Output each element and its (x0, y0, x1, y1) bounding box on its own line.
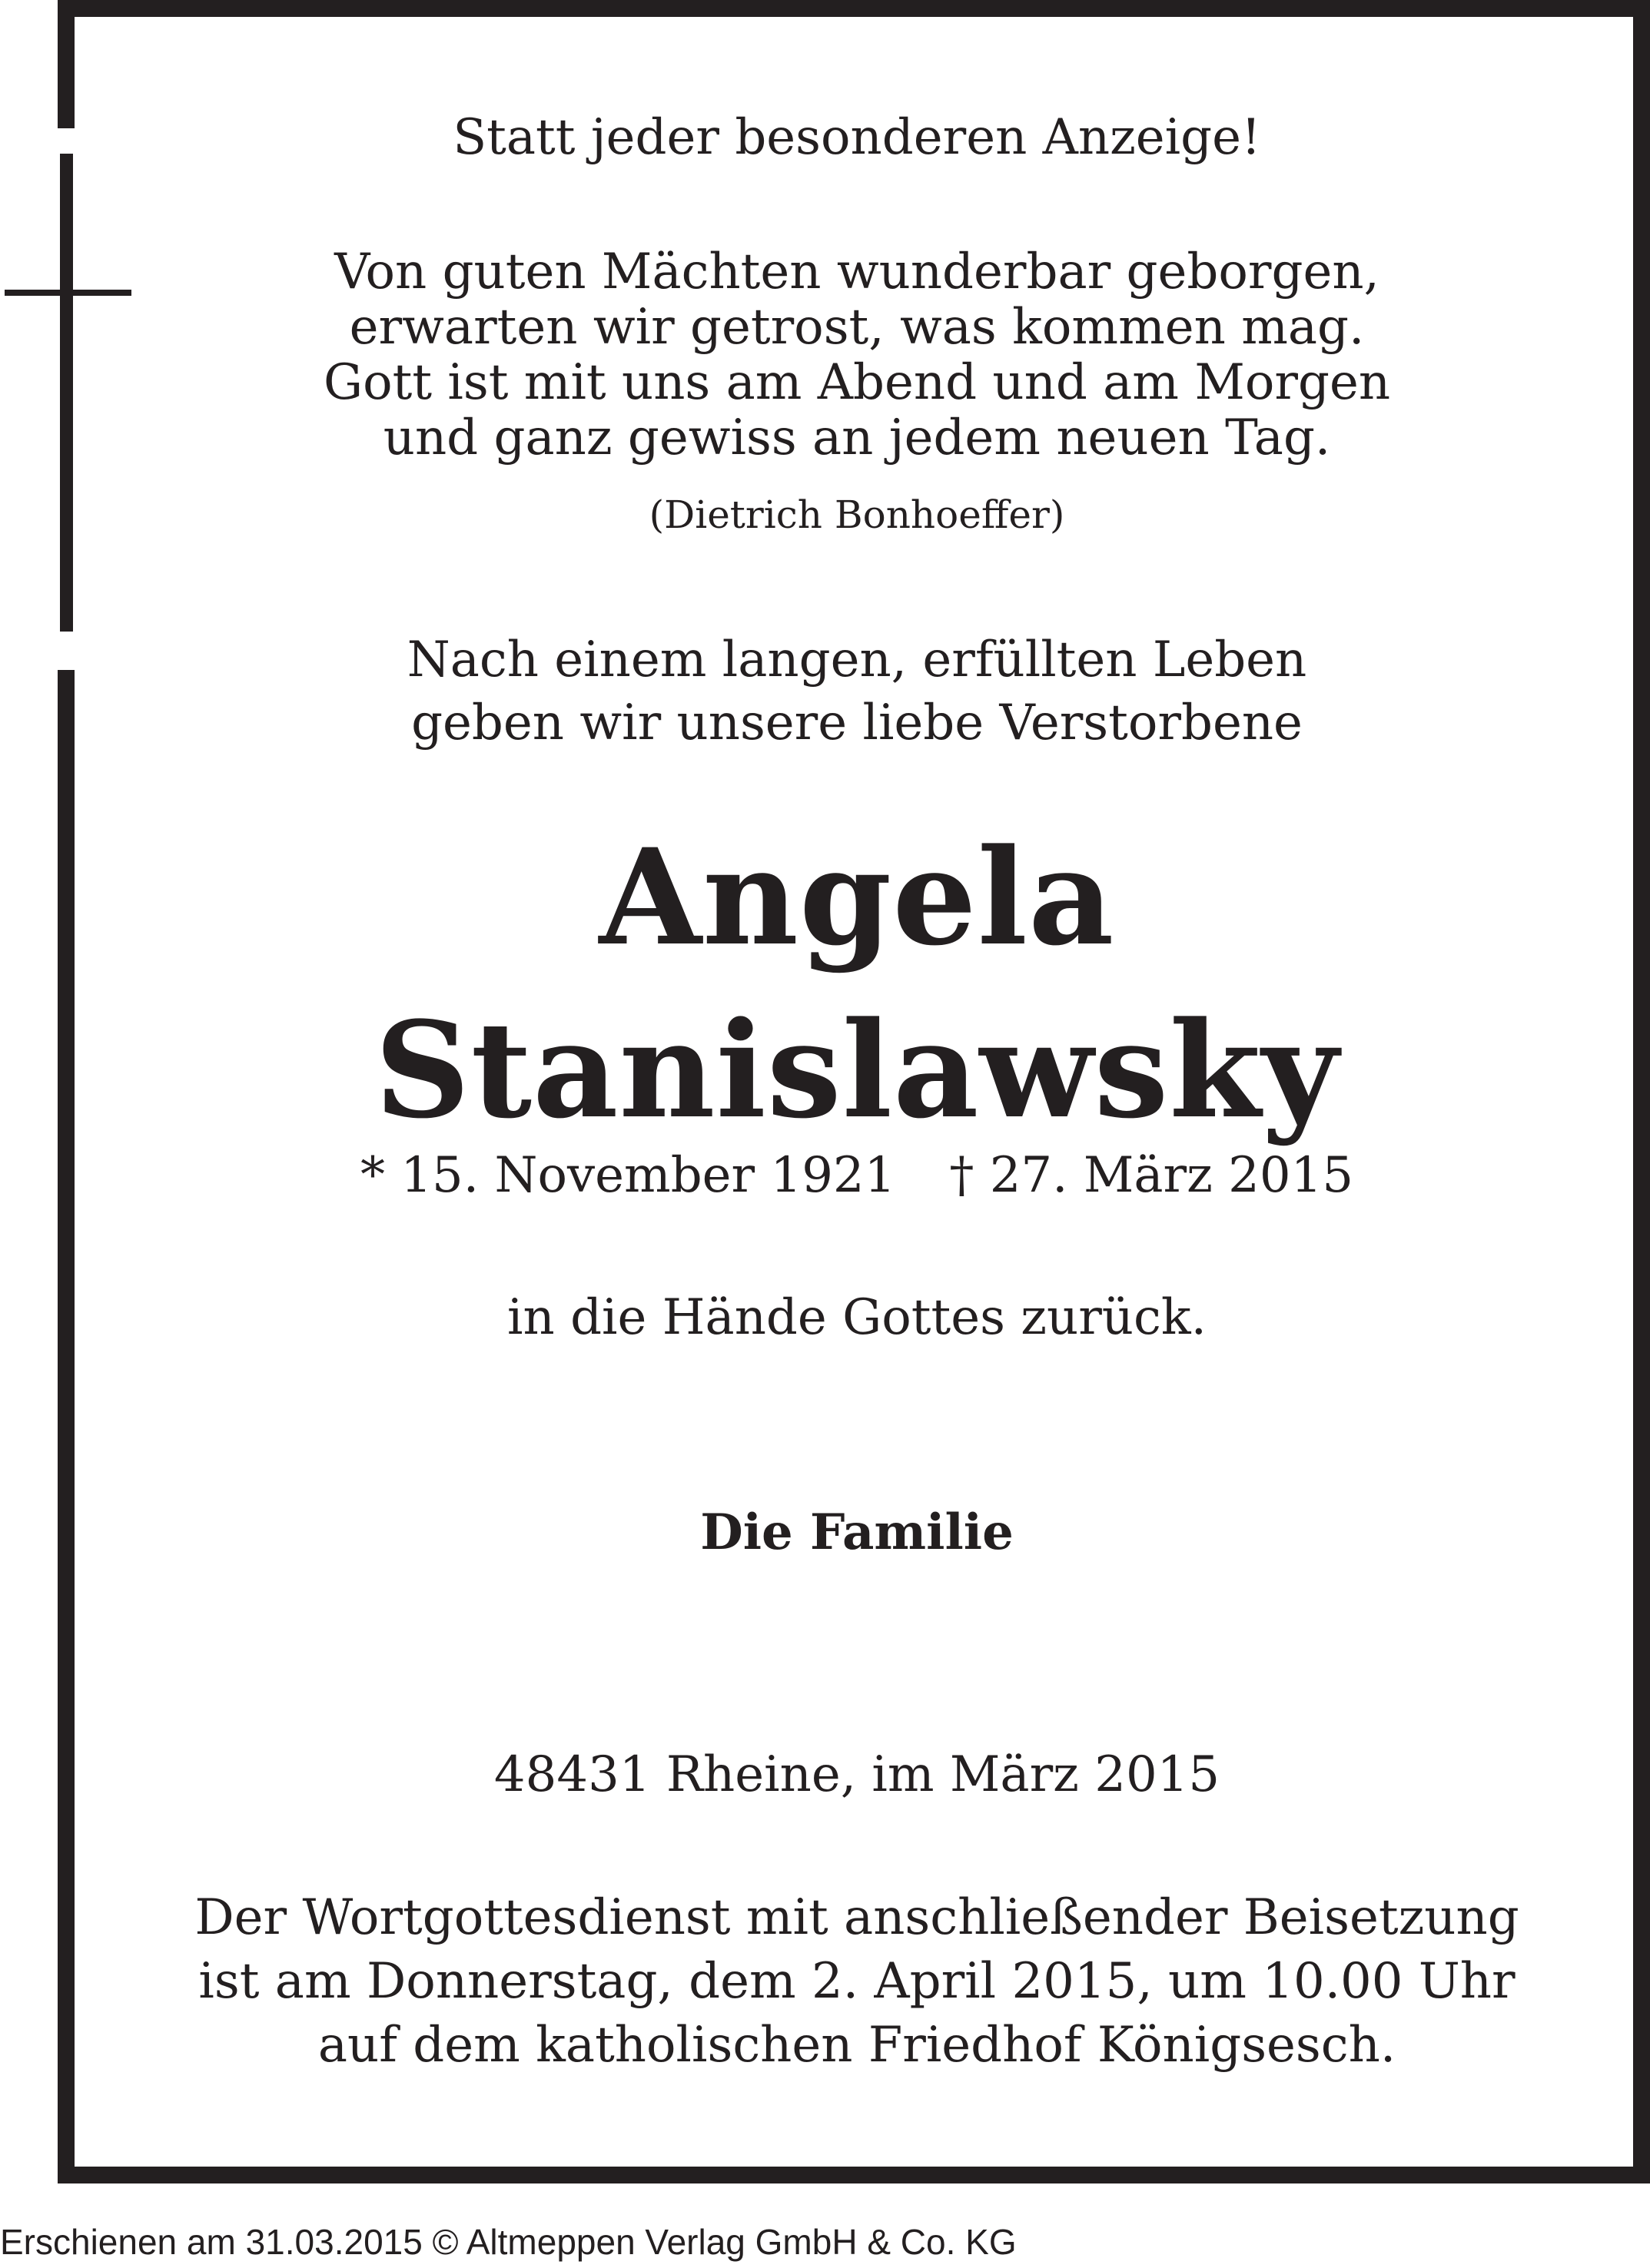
death-date: † 27. März 2015 (949, 1147, 1354, 1204)
intro-text (0, 628, 1650, 754)
deceased-last-name: Stanislawsky (374, 992, 1340, 1148)
notice-heading: Statt jeder besonderen Anzeige! (453, 109, 1261, 166)
poem-line: erwarten wir getrost, was kommen mag. (349, 299, 1365, 356)
poem-author: (Dietrich Bonhoeffer) (649, 492, 1065, 537)
birth-date: * 15. November 1921 (360, 1147, 896, 1204)
frame-bottom-border (58, 2167, 1650, 2183)
poem-line: und ganz gewiss an jedem neuen Tag. (383, 410, 1331, 466)
service-line: ist am Donnerstag, dem 2. April 2015, um 10.00 Uhr (198, 1953, 1516, 2010)
service-info (0, 1886, 1650, 2077)
poem-line: Gott ist mit uns am Abend und am Morgen (323, 354, 1391, 411)
signature: Die Familie (700, 1504, 1014, 1561)
service-line: auf dem katholischen Friedhof Königsesch. (317, 2017, 1396, 2074)
frame-top-border (58, 0, 1650, 17)
service-line: Der Wortgottesdienst mit anschließender Beisetzung (194, 1889, 1519, 1946)
place-date: 48431 Rheine, im März 2015 (493, 1746, 1220, 1803)
deceased-first-name: Angela (599, 819, 1115, 975)
poem-line: Von guten Mächten wunderbar geborgen, (334, 244, 1379, 300)
poem-quote (0, 244, 1650, 466)
publication-footer: Erschienen am 31.03.2015 © Altmeppen Verlag GmbH & Co. KG (0, 2222, 1017, 2262)
deceased-name (0, 811, 1650, 1156)
life-dates (0, 1141, 1650, 1210)
intro-line: geben wir unsere liebe Verstorbene (411, 695, 1303, 751)
intro-line: Nach einem langen, erfüllten Leben (407, 632, 1307, 688)
closing-text: in die Hände Gottes zurück. (507, 1289, 1207, 1346)
